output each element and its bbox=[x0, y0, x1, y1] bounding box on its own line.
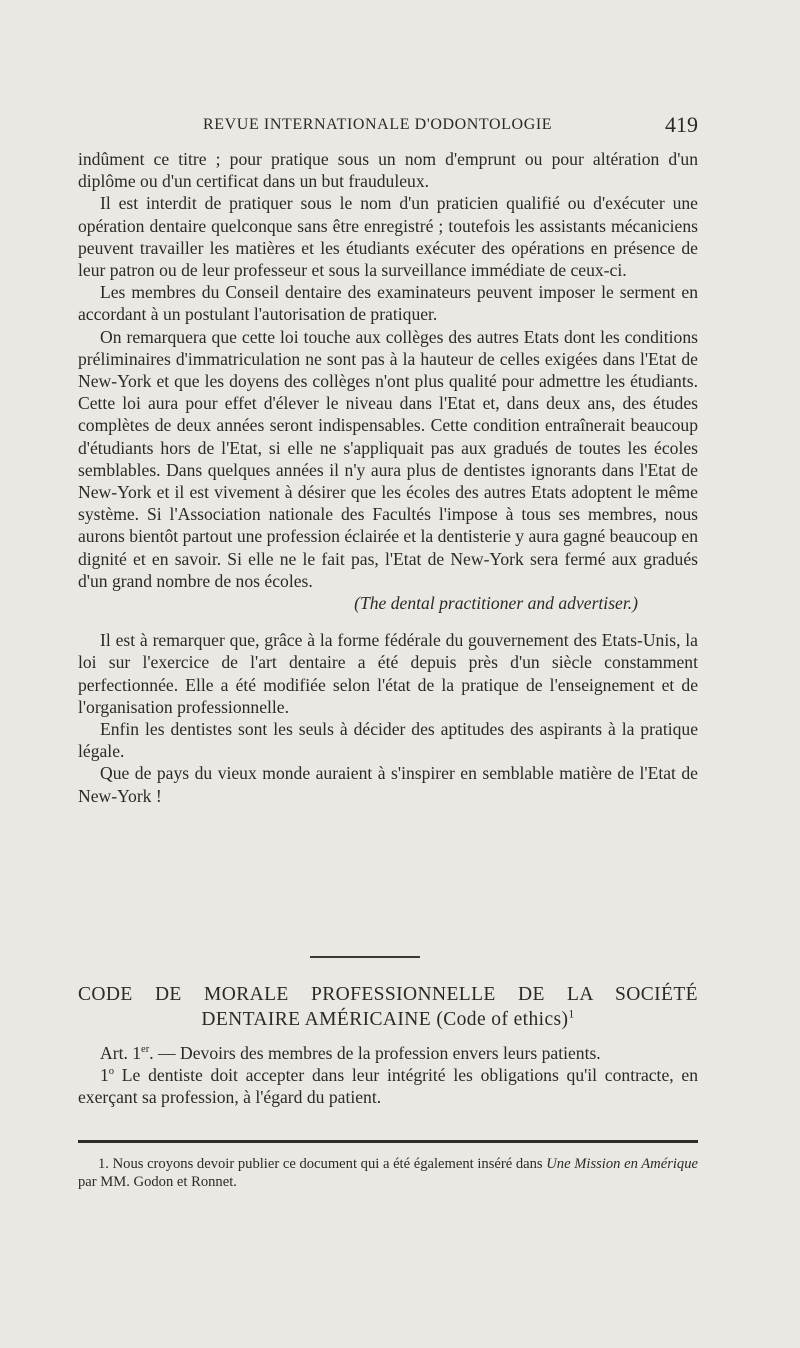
paragraph-4: On remarquera que cette loi touche aux collèges des autres Etats dont les conditions préliminaires d'immatriculation ne sont pas à la hauteur de celles exigées dans l'Etat de New-York et que les doyens des collèges n'ont plus qualité pour admettre les étudiants. Cette loi aura pour effet d'élever le niveau dans l'Etat et, dans deux ans, des études complètes de deux années seront indispensables. Cette condition entraînerait beaucoup d'étudiants hors de l'Etat, si elle ne s'appliquait pas aux gradués de toutes les écoles semblables. Dans quelques années il n'y aura plus de dentistes ignorants dans l'Etat de New-York et il est vivement à désirer que les écoles des autres Etats adoptent le même système. Si l'Association nationale des Facultés l'impose à tous ses membres, nous aurons bientôt partout une profession éclairée et la dentisterie y aura gagné beaucoup en dignité et en savoir. Si elle ne le fait pas, l'Etat de New-York sera fermé aux gradués d'un grand nombre de nos écoles. bbox=[78, 326, 698, 591]
section-title-line-2 bbox=[78, 1007, 698, 1032]
paragraph-2: Il est interdit de pratiquer sous le nom d'un praticien qualifié ou d'exécuter une opération dentaire quelconque sans être enregistré ; toutefois les assistants mécaniciens peuvent travailler les matières et les étudiants exécuter des opérations en présence de leur patron ou de leur professeur et sous la surveillance immédiate de ceux-ci. bbox=[78, 193, 698, 281]
footnote-ref[interactable]: 1 bbox=[568, 1007, 575, 1021]
item-number: 1 bbox=[100, 1065, 109, 1086]
article-item-1 bbox=[78, 1064, 698, 1108]
item-number-sup: o bbox=[108, 1066, 115, 1078]
section-title-line-2-text: DENTAIRE AMÉRICAINE (Code of ethics) bbox=[201, 1009, 569, 1030]
paragraph-3: Les membres du Conseil dentaire des examinateurs peuvent imposer le serment en accordant à un postulant l'autorisation de pratiquer. bbox=[78, 282, 698, 325]
footnote bbox=[78, 1155, 698, 1191]
paragraph-5: Il est à remarquer que, grâce à la forme fédérale du gouvernement des Etats-Unis, la loi sur l'exercice de l'art dentaire a été depuis près d'un siècle constamment perfectionnée. Elle a été modifiée selon l'état de la pratique de l'enseignement et de l'organisation professionnelle. bbox=[78, 630, 698, 717]
paragraph-7: Que de pays du vieux monde auraient à s'inspirer en semblable matière de l'Etat de New-York ! bbox=[78, 763, 698, 806]
page-number: 419 bbox=[665, 112, 698, 137]
article-heading bbox=[78, 1042, 698, 1064]
footnote-text-before: Nous croyons devoir publier ce document qui a été également inséré dans bbox=[108, 1156, 547, 1172]
paragraph-6: Enfin les dentistes sont les seuls à décider des aptitudes des aspirants à la pratique légale. bbox=[78, 719, 698, 762]
section-divider bbox=[310, 956, 420, 958]
article-label-sup: er bbox=[141, 1044, 150, 1056]
section-title bbox=[78, 982, 698, 1032]
article-heading-text: . — Devoirs des membres de la profession envers leurs patients. bbox=[149, 1043, 601, 1063]
paragraph-1: indûment ce titre ; pour pratique sous un nom d'emprunt ou pour altération d'un diplôme ou d'un certificat dans un but frauduleux. bbox=[78, 149, 698, 192]
source-citation: (The dental practitioner and advertiser.) bbox=[354, 593, 638, 614]
article-label: Art. 1 bbox=[100, 1043, 142, 1063]
running-head bbox=[78, 112, 698, 140]
journal-title: REVUE INTERNATIONALE D'ODONTOLOGIE bbox=[203, 116, 553, 133]
article-1 bbox=[78, 1042, 698, 1109]
footnote-number: 1. bbox=[98, 1156, 109, 1172]
body-text bbox=[78, 148, 698, 807]
section-title-line-1: CODE DE MORALE PROFESSIONNELLE DE LA SOCIÉTÉ bbox=[78, 984, 698, 1005]
footnote-1 bbox=[78, 1155, 698, 1191]
footnote-book-title: Une Mission en Amérique bbox=[546, 1156, 698, 1172]
item-text: Le dentiste doit accepter dans leur intégrité les obligations qu'il contracte, en exerçant sa profession, à l'égard du patient. bbox=[78, 1065, 698, 1108]
footnote-text-after: par MM. Godon et Ronnet. bbox=[78, 1174, 237, 1190]
footnote-rule bbox=[78, 1140, 698, 1143]
